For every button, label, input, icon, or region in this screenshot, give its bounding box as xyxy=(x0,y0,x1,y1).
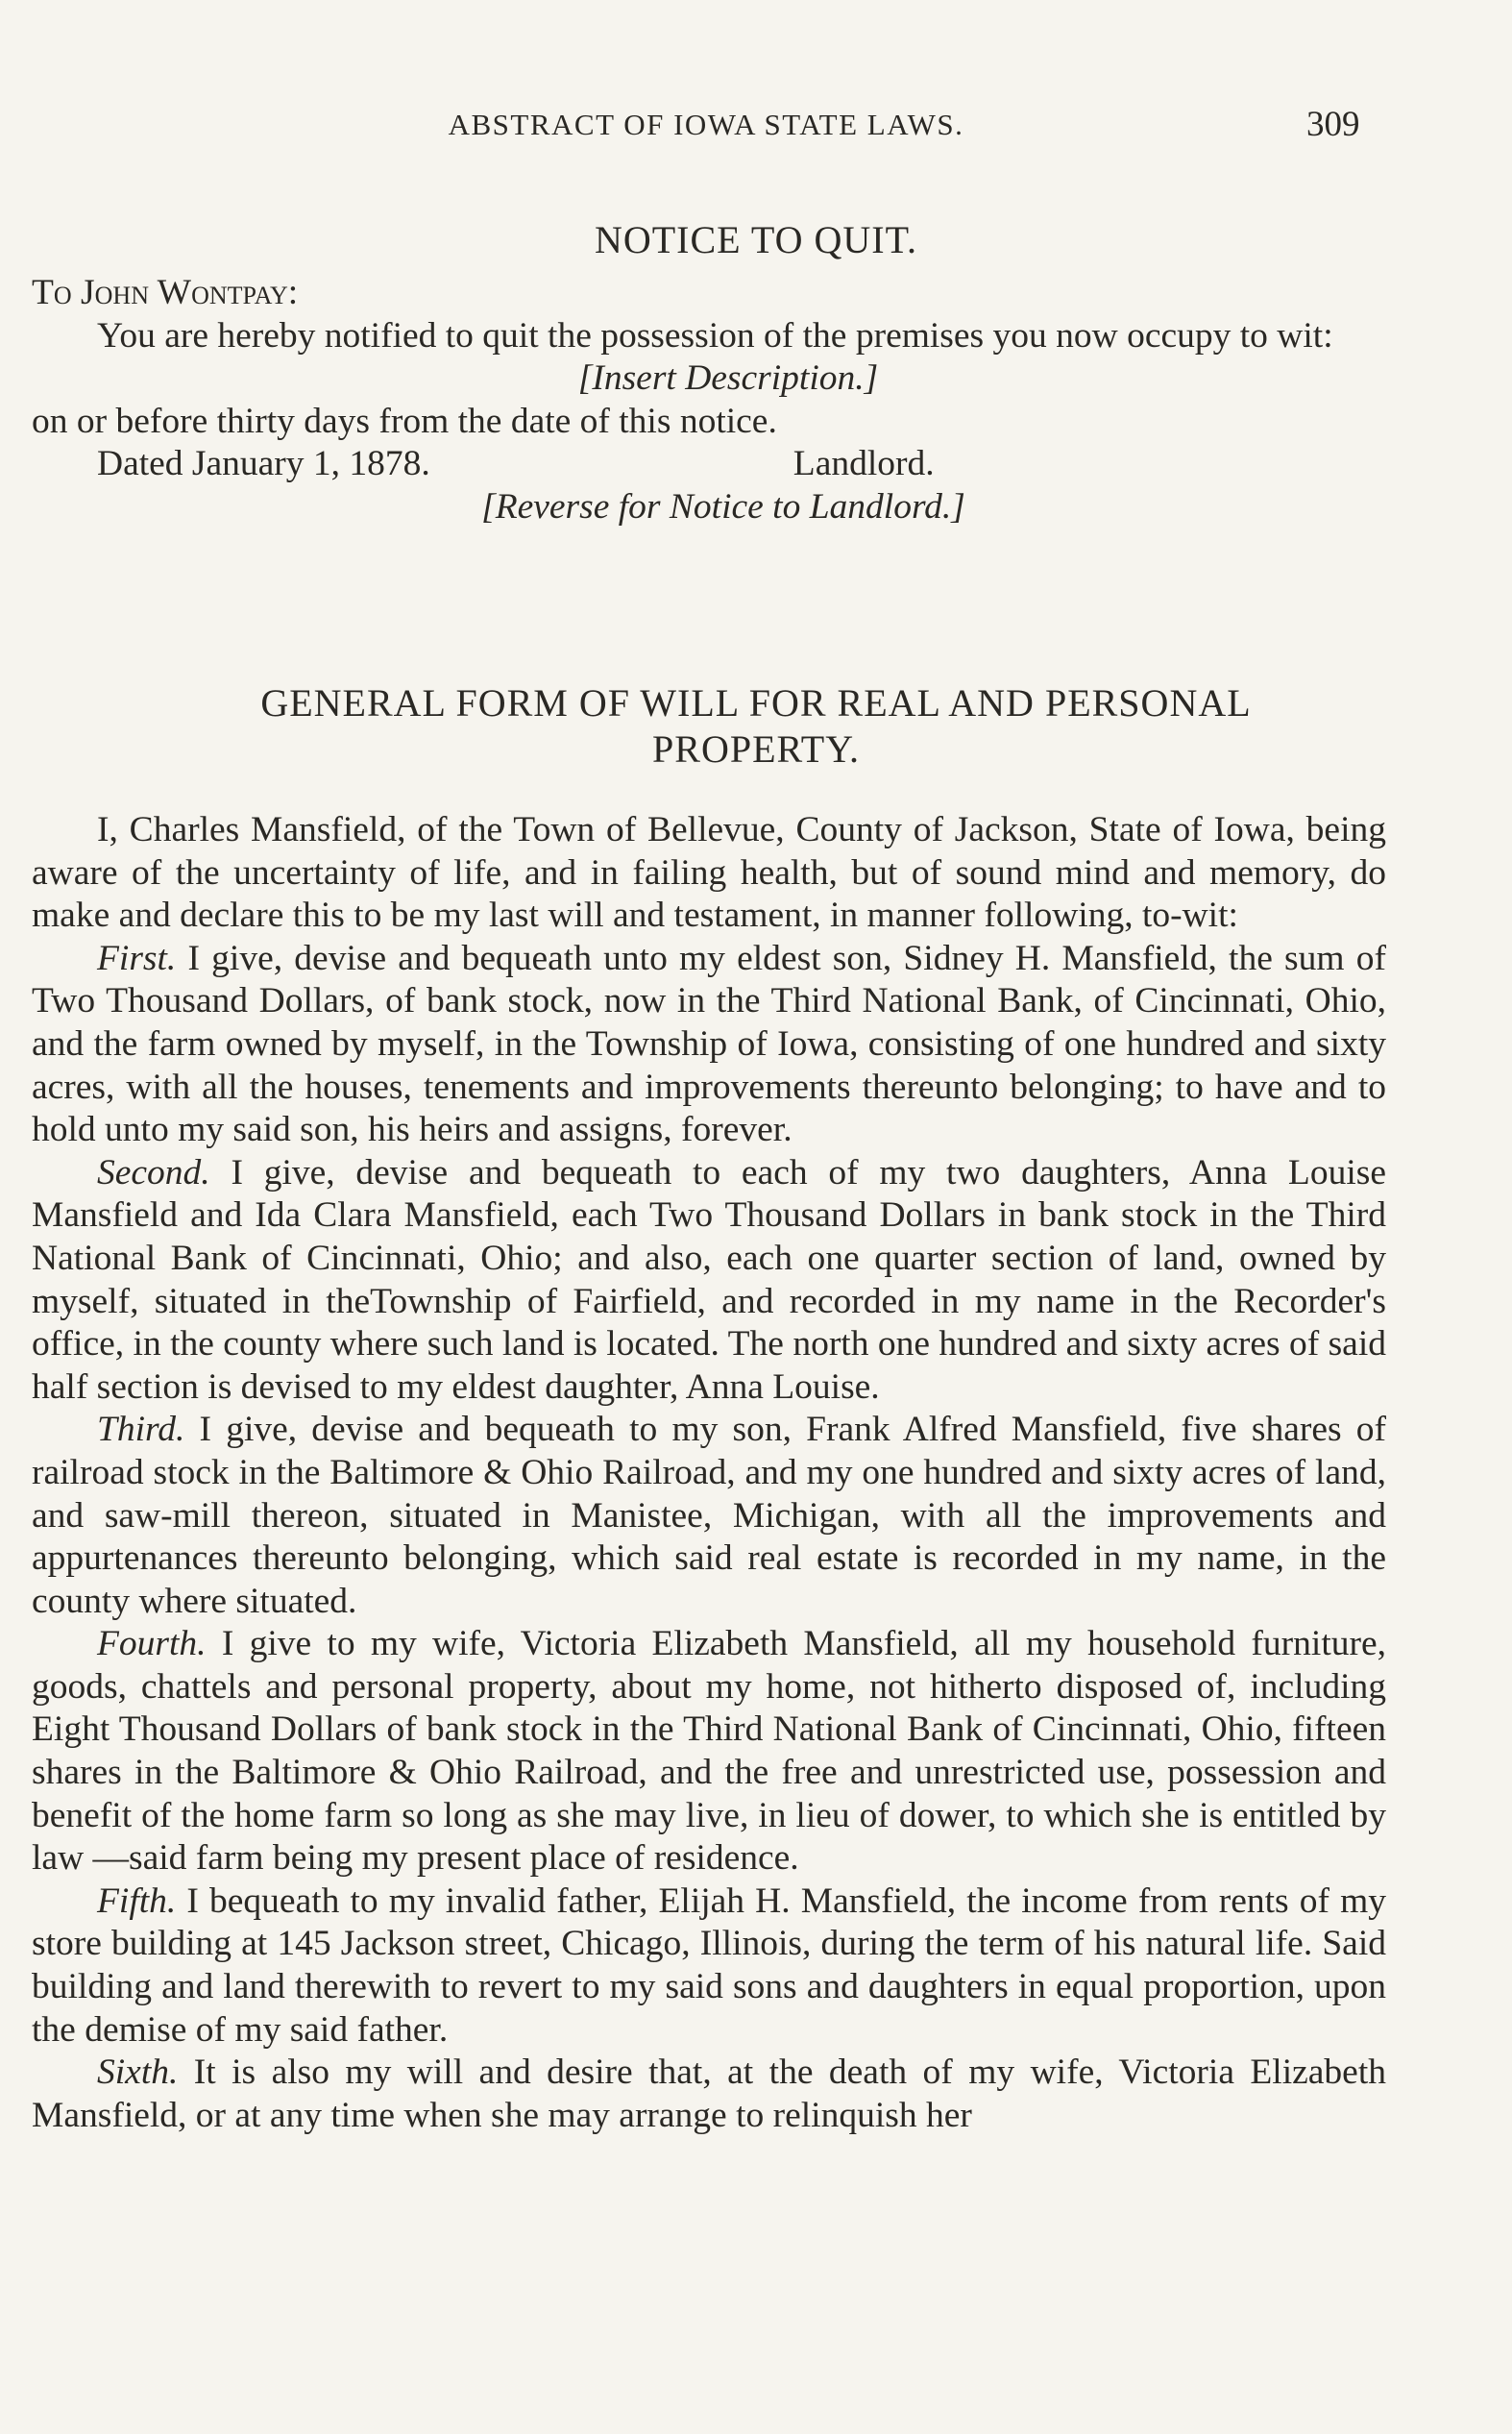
clause-sixth xyxy=(32,2052,1386,2137)
will-title-line2: PROPERTY. xyxy=(652,727,860,771)
will-title-line1: GENERAL FORM OF WILL FOR REAL AND PERSONAL xyxy=(260,681,1252,725)
clause-fifth xyxy=(32,1881,1386,2052)
clause-third-label: Third. xyxy=(97,1410,185,1450)
clause-second-label: Second. xyxy=(97,1152,210,1192)
will-intro: I, Charles Mansfield, of the Town of Bellevue, County of Jackson, State of Iowa, being aware of the uncertainty of life, and in failing health, but of sound mind and memory, do make and declare this to be my last will and testament, in manner following, to-wit: xyxy=(32,810,1386,936)
will-title xyxy=(0,680,1512,773)
clause-sixth-text: It is also my will and desire that, at the death of my wife, Victoria Elizabeth Mansfield, or at any time when she may arrange to relinquish her xyxy=(32,2053,1386,2135)
clause-first xyxy=(32,938,1386,1152)
notice-signature: Landlord. xyxy=(793,444,935,484)
clause-third xyxy=(32,1409,1386,1623)
clause-fifth-text: I bequeath to my invalid father, Elijah H. Mansfield, the income from rents of my store building at 145 Jackson street, Chicago, Illinois, during the term of his natural life. Said building and land therewith to revert to my said sons and daughters in equal proportion, upon the demise of my said father. xyxy=(32,1881,1386,2050)
clause-fourth xyxy=(32,1623,1386,1881)
notice-salutation: To John Wontpay: xyxy=(32,273,299,312)
clause-third-text: I give, devise and bequeath to my son, Frank Alfred Mansfield, five shares of railroad stock in the Baltimore & Ohio Railroad, and my one hundred and sixty acres of land, and saw-mill thereon, situated in Manistee, Michigan, with all the improvements and appurtenances thereunto belonging, which said real estate is recorded in my name, in the county where situated. xyxy=(32,1410,1386,1621)
clause-second-text: I give, devise and bequeath to each of my two daughters, Anna Louise Mansfield and Ida Clara Mansfield, each Two Thousand Dollars in bank stock in the Third National Bank of Cincinnati, Ohio; and also, each one quarter section of land, owned by myself, situated in theTownship of Fairfield, and recorded in my name in the Recorder's office, in the county where such land is located. The north one hundred and sixty acres of said half section is devised to my eldest daughter, Anna Louise. xyxy=(32,1152,1386,1407)
notice-line2: on or before thirty days from the date of this notice. xyxy=(32,401,777,441)
page-number: 309 xyxy=(1306,105,1360,144)
clause-first-text: I give, devise and bequeath unto my eldest son, Sidney H. Mansfield, the sum of Two Thousand Dollars, of bank stock, now in the Third National Bank, of Cincinnati, Ohio, and the farm owned by myself, in the Township of Iowa, consisting of one hundred and sixty acres, with all the houses, tenements and improvements thereunto belonging; to have and to hold unto my said son, his heirs and assigns, forever. xyxy=(32,938,1386,1150)
notice-line1: You are hereby notified to quit the possession of the premises you now occupy to wit: xyxy=(97,315,1333,356)
will-body xyxy=(32,809,1386,2137)
notice-insert: [Insert Description.] xyxy=(577,358,879,399)
clause-fourth-label: Fourth. xyxy=(97,1624,207,1664)
notice-dated-line xyxy=(32,443,1386,486)
clause-fifth-label: Fifth. xyxy=(97,1881,177,1921)
clause-second xyxy=(32,1152,1386,1410)
clause-first-label: First. xyxy=(97,938,177,978)
notice-reverse: [Reverse for Notice to Landlord.] xyxy=(481,486,965,527)
clause-sixth-label: Sixth. xyxy=(97,2053,179,2093)
notice-body xyxy=(32,272,1386,529)
notice-title: NOTICE TO QUIT. xyxy=(594,218,918,261)
clause-fourth-text: I give to my wife, Victoria Elizabeth Mansfield, all my household furniture, goods, chattels and personal property, about my home, not hitherto disposed of, including Eight Thousand Dollars of bank stock in the Third National Bank of Cincinnati, Ohio, fifteen shares in the Baltimore & Ohio Railroad, and the free and unrestricted use, possession and benefit of the home farm so long as she may live, in lieu of dower, to which she is entitled by law —said farm being my present place of residence. xyxy=(32,1624,1387,1879)
running-head: ABSTRACT OF IOWA STATE LAWS. xyxy=(448,108,964,141)
notice-dated: Dated January 1, 1878. xyxy=(97,444,430,484)
